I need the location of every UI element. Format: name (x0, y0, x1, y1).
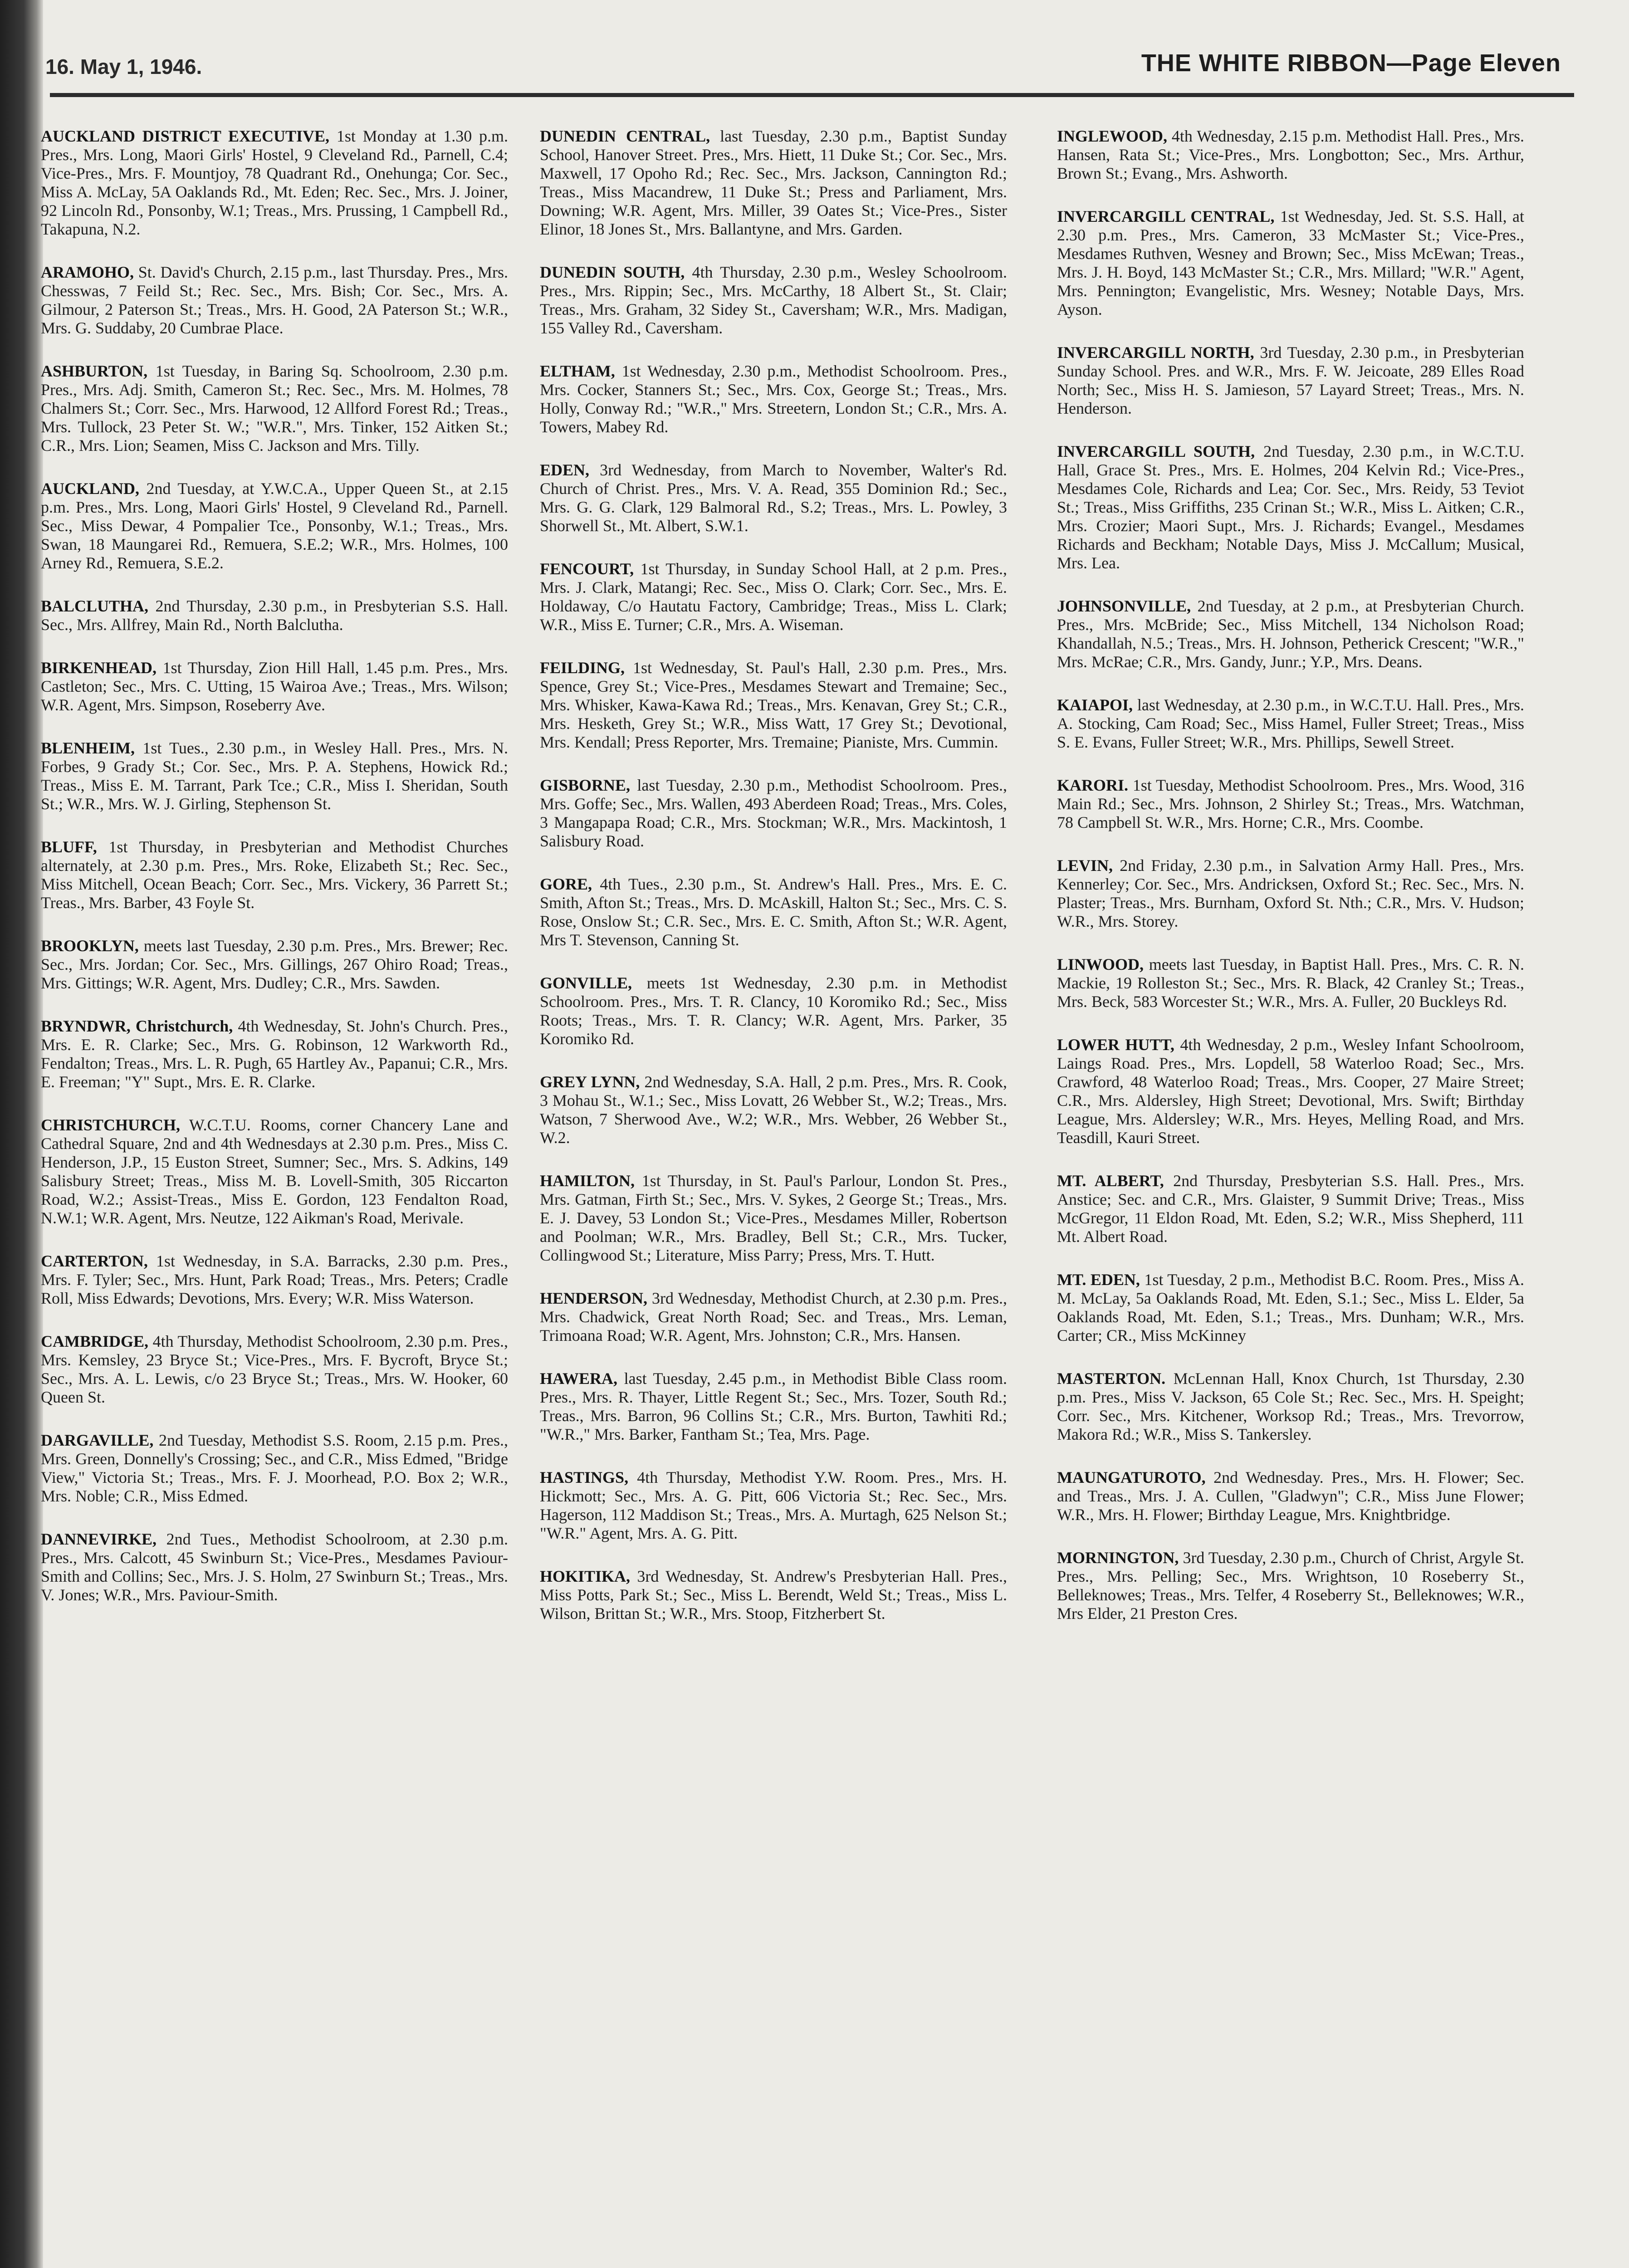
branch-entry (41, 1332, 508, 1407)
branch-name: HENDERSON, (540, 1289, 648, 1307)
branch-name: HAWERA, (540, 1369, 618, 1388)
branch-name: DARGAVILLE, (41, 1431, 154, 1449)
branch-name: MAUNGATUROTO, (1057, 1468, 1206, 1486)
branch-name: INVERCARGILL CENTRAL, (1057, 207, 1275, 225)
branch-name: MORNINGTON, (1057, 1549, 1179, 1567)
branch-details: 1st Wednesday, St. Paul's Hall, 2.30 p.m. Pres., Mrs. Spence, Grey St.; Vice-Pres., Mesdames Stewart and Tremaine; Sec., Mrs. Whisker, Kawa-Kawa Rd.; Treas., Mrs. Kenavan, Grey St.; C.R., Mrs. Hesketh, Grey St.; W.R., Miss Watt, 17 Grey St.; Devotional, Mrs. Kendall; Press Reporter, Mrs. Tremaine; Pianiste, Mrs. Cummin. (540, 659, 1007, 751)
branch-details: 1st Wednesday, Jed. St. S.S. Hall, at 2.30 p.m. Pres., Mrs. Cameron, 33 McMaster St.; Vice-Pres., Mesdames Ruthven, Wesney and Brown; Sec., Miss McEwan; Treas., Mrs. J. H. Boyd, 143 McMaster St.; C.R., Mrs. Millard; "W.R." Agent, Mrs. Pennington; Evangelistic, Mrs. Wesney; Notable Days, Mrs. Ayson. (1057, 207, 1524, 318)
branch-entry (1057, 776, 1524, 832)
branch-entry (41, 479, 508, 572)
branch-entry (1057, 1172, 1524, 1246)
branch-entry (41, 1530, 508, 1604)
branch-name: INVERCARGILL NORTH, (1057, 343, 1254, 362)
branch-name: FENCOURT, (540, 560, 634, 578)
branch-entry (41, 659, 508, 714)
column-2 (540, 127, 1007, 2268)
branch-details: 1st Tuesday, in Baring Sq. Schoolroom, 2.30 p.m. Pres., Mrs. Adj. Smith, Cameron St.; Rec. Sec., Mrs. M. Holmes, 78 Chalmers St.; Corr. Sec., Mrs. Harwood, 12 Allford Forest Rd.; Treas., Mrs. Tullock, 23 Peter St. W.; "W.R.", Mrs. Tinker, 152 Aitken St.; C.R., Mrs. Lion; Seamen, Miss C. Jackson and Mrs. Tilly. (41, 362, 508, 455)
branch-name: CAMBRIDGE, (41, 1332, 149, 1350)
branch-name: AUCKLAND, (41, 479, 140, 498)
header-date: 16. May 1, 1946. (45, 55, 202, 78)
branch-details: last Wednesday, at 2.30 p.m., in W.C.T.U. Hall. Pres., Mrs. A. Stocking, Cam Road; Sec., Miss Hamel, Fuller Street; Treas., Miss S. E. Evans, Fuller Street; W.R., Mrs. Phillips, Sewell Street. (1057, 696, 1524, 751)
branch-name: EDEN, (540, 461, 590, 479)
branch-name: LOWER HUTT, (1057, 1036, 1174, 1054)
page-binding-shadow (0, 0, 43, 2268)
branch-entry (1057, 955, 1524, 1011)
branch-entry (540, 776, 1007, 850)
branch-entry (540, 560, 1007, 634)
branch-details: 1st Thursday, in St. Paul's Parlour, London St. Pres., Mrs. Gatman, Firth St.; Sec., Mrs. V. Sykes, 2 George St.; Treas., Mrs. E. J. Davey, 53 London St.; Vice-Pres., Mesdames Miller, Robertson and Poolman; W.R., Mrs. Bradley, Bell St.; C.R., Mrs. Tucker, Collingwood St.; Literature, Miss Parry; Press, Mrs. T. Hutt. (540, 1172, 1007, 1264)
branch-name: AUCKLAND DISTRICT EXECUTIVE, (41, 127, 330, 145)
branch-entry (1057, 1468, 1524, 1524)
branch-name: LEVIN, (1057, 856, 1113, 875)
branch-entry (1057, 1369, 1524, 1444)
branch-entry (41, 739, 508, 813)
branch-name: GISBORNE, (540, 776, 631, 794)
branch-details: 4th Thursday, Methodist Schoolroom, 2.30 p.m. Pres., Mrs. Kemsley, 23 Bryce St.; Vice-Pres., Mrs. F. Bycroft, Bryce St.; Sec., Mrs. A. L. Lewis, c/o 23 Bryce St.; Treas., Mrs. W. Hooker, 60 Queen St. (41, 1332, 508, 1406)
branch-details: 4th Thursday, 2.30 p.m., Wesley Schoolroom. Pres., Mrs. Rippin; Sec., Mrs. McCarthy, 18 Albert St., St. Clair; Treas., Mrs. Graham, 32 Sidey St., Caversham; W.R., Mrs. Madigan, 155 Valley Rd., Caversham. (540, 263, 1007, 337)
branch-entry (41, 362, 508, 455)
branch-details: 2nd Friday, 2.30 p.m., in Salvation Army Hall. Pres., Mrs. Kennerley; Cor. Sec., Mrs. Andricksen, Oxford St.; Rec. Sec., Mrs. N. Plaster; Treas., Mrs. Burnham, Oxford St. Nth.; C.R., Mrs. V. Hudson; W.R., Mrs. Storey. (1057, 856, 1524, 930)
branch-name: MT. ALBERT, (1057, 1172, 1164, 1190)
page-header (43, 41, 1629, 86)
branch-entry (540, 127, 1007, 239)
branch-name: DUNEDIN SOUTH, (540, 263, 685, 281)
branch-entry (1057, 1549, 1524, 1623)
branch-name: LINWOOD, (1057, 955, 1144, 973)
branch-details: last Tuesday, 2.45 p.m., in Methodist Bible Class room. Pres., Mrs. R. Thayer, Little Regent St.; Sec., Mrs. Tozer, South Rd.; Treas., Mrs. Barron, 96 Collins St.; C.R., Mrs. Burton, Tawhiti Rd.; "W.R.," Mrs. Barker, Fantham St.; Tea, Mrs. Page. (540, 1369, 1007, 1443)
branch-details: 3rd Wednesday, Methodist Church, at 2.30 p.m. Pres., Mrs. Chadwick, Great North Road; Sec. and Treas., Mrs. Leman, Trimoana Road; W.R. Agent, Mrs. Johnston; C.R., Mrs. Hansen. (540, 1289, 1007, 1344)
branch-name: BLENHEIM, (41, 739, 135, 757)
branch-entry (41, 263, 508, 337)
branch-entry (1057, 343, 1524, 418)
branch-name: BRYNDWR, Christchurch, (41, 1017, 233, 1035)
branch-entry (540, 1289, 1007, 1345)
header-publication-title: THE WHITE RIBBON—Page Eleven (1141, 49, 1561, 77)
branch-name: GREY LYNN, (540, 1073, 640, 1091)
branch-entry (540, 659, 1007, 752)
branch-entry (41, 1252, 508, 1308)
branch-entry (540, 1468, 1007, 1543)
branch-name: GORE, (540, 875, 592, 893)
branch-details: 4th Thursday, Methodist Y.W. Room. Pres., Mrs. H. Hickmott; Sec., Mrs. A. G. Pitt, 606 Victoria St.; Rec. Sec., Mrs. Hagerson, 112 Maddison St.; Treas., Mrs. A. Murtagh, 625 Nelson St.; "W.R." Agent, Mrs. A. G. Pitt. (540, 1468, 1007, 1542)
branch-entry (1057, 442, 1524, 572)
branch-details: 2nd Tuesday, 2.30 p.m., in W.C.T.U. Hall, Grace St. Pres., Mrs. E. Holmes, 204 Kelvin Rd.; Vice-Pres., Mesdames Cole, Richards and Lea; Cor. Sec., Mrs. Reidy, 53 Teviot St.; Treas., Miss Griffiths, 235 Crinan St.; W.R., Miss L. Aitken; C.R., Mrs. Crozier; Maori Supt., Mrs. J. Richards; Evangel., Mesdames Richards and Beckham; Notable Days, Miss J. McCallum; Musical, Mrs. Lea. (1057, 442, 1524, 572)
branch-entry (41, 937, 508, 992)
branch-details: 1st Tuesday, Methodist Schoolroom. Pres., Mrs. Wood, 316 Main Rd.; Sec., Mrs. Johnson, 2 Shirley St.; Treas., Mrs. Watchman, 78 Campbell St. W.R., Mrs. Horne; C.R., Mrs. Coombe. (1057, 776, 1524, 831)
branch-details: 1st Thursday, Zion Hill Hall, 1.45 p.m. Pres., Mrs. Castleton; Sec., Mrs. C. Utting, 15 Wairoa Ave.; Treas., Mrs. Wilson; W.R. Agent, Mrs. Simpson, Roseberry Ave. (41, 659, 508, 714)
branch-entry (540, 1073, 1007, 1147)
branch-entry (41, 597, 508, 634)
branch-details: 1st Tues., 2.30 p.m., in Wesley Hall. Pres., Mrs. N. Forbes, 9 Grady St.; Cor. Sec., Mrs. P. A. Stephens, Howick Rd.; Treas., Miss E. M. Tarrant, Park Tce.; C.R., Miss I. Sheridan, South St.; W.R., Mrs. W. J. Girling, Stephenson St. (41, 739, 508, 813)
branch-details: 1st Tuesday, 2 p.m., Methodist B.C. Room. Pres., Miss A. M. McLay, 5a Oaklands Road, Mt. Eden, S.1.; Sec., Miss L. Elder, 5a Oaklands Road, Mt. Eden, S.1.; Treas., Mrs. Dunham; W.R., Mrs. Carter; CR., Miss McKinney (1057, 1271, 1524, 1344)
branch-details: 4th Wednesday, St. John's Church. Pres., Mrs. E. R. Clarke; Sec., Mrs. G. Robinson, 12 Warkworth Rd., Fendalton; Treas., Mrs. L. R. Pugh, 65 Hartley Av., Papanui; C.R., Mrs. E. Freeman; "Y" Supt., Mrs. E. R. Clarke. (41, 1017, 508, 1091)
branch-entry (540, 1567, 1007, 1623)
branch-entry (41, 1017, 508, 1091)
branch-details: 1st Wednesday, 2.30 p.m., Methodist Schoolroom. Pres., Mrs. Cocker, Stanners St.; Sec., Mrs. Cox, George St.; Treas., Mrs. Holly, Conway Rd.; "W.R.," Mrs. Streetern, London St.; C.R., Mrs. A. Towers, Mabey Rd. (540, 362, 1007, 436)
branch-details: last Tuesday, 2.30 p.m., Methodist Schoolroom. Pres., Mrs. Goffe; Sec., Mrs. Wallen, 493 Aberdeen Road; Treas., Mrs. Coles, 3 Mangapapa Road; C.R., Mrs. Stockman; W.R., Mrs. Mackintosh, 1 Salisbury Road. (540, 776, 1007, 850)
branch-name: CARTERTON, (41, 1252, 148, 1270)
branch-name: FEILDING, (540, 659, 625, 677)
branch-details: 2nd Tues., Methodist Schoolroom, at 2.30 p.m. Pres., Mrs. Calcott, 45 Swinburn St.; Vice-Pres., Mesdames Paviour-Smith and Collins; Sec., Mrs. J. S. Holm, 27 Swinburn St.; Treas., Mrs. V. Jones; W.R., Mrs. Paviour-Smith. (41, 1530, 508, 1604)
branch-name: KAIAPOI, (1057, 696, 1133, 714)
branch-entry (540, 974, 1007, 1048)
branch-details: 2nd Wednesday, S.A. Hall, 2 p.m. Pres., Mrs. R. Cook, 3 Mohau St., W.1.; Sec., Miss Lovatt, 26 Webber St., W.2; Treas., Mrs. Watson, 7 Sherwood Ave., W.2; W.R., Mrs. Webber, 26 Webber St., W.2. (540, 1073, 1007, 1147)
branch-entry (540, 1369, 1007, 1444)
branch-entry (1057, 597, 1524, 671)
branch-details: last Tuesday, 2.30 p.m., Baptist Sunday School, Hanover Street. Pres., Mrs. Hiett, 11 Duke St.; Cor. Sec., Mrs. Maxwell, 17 Opoho Rd.; Rec. Sec., Mrs. Jackson, Cannington Rd.; Treas., Miss Macandrew, 11 Duke St.; Press and Parliament, Mrs. Downing; W.R. Agent, Mrs. Miller, 39 Oates St.; Vice-Pres., Sister Elinor, 18 Jones St., Mrs. Ballantyne, and Mrs. Garden. (540, 127, 1007, 238)
branch-details: meets last Tuesday, 2.30 p.m. Pres., Mrs. Brewer; Rec. Sec., Mrs. Jordan; Cor. Sec., Mrs. Gillings, 267 Ohiro Road; Treas., Mrs. Gittings; W.R. Agent, Mrs. Dudley; C.R., Mrs. Sawden. (41, 937, 508, 992)
branch-details: 4th Tues., 2.30 p.m., St. Andrew's Hall. Pres., Mrs. E. C. Smith, Afton St.; Treas., Mrs. D. McAskill, Halton St.; Sec., Mrs. C. S. Rose, Onslow St.; C.R. Sec., Mrs. E. C. Smith, Afton St.; W.R. Agent, Mrs T. Stevenson, Canning St. (540, 875, 1007, 949)
branch-details: 3rd Tuesday, 2.30 p.m., Church of Christ, Argyle St. Pres., Mrs. Pelling; Sec., Mrs. Wrightson, 10 Roseberry St., Belleknowes; Treas., Mrs. Telfer, 4 Roseberry St., Belleknowes; W.R., Mrs Elder, 21 Preston Cres. (1057, 1549, 1524, 1623)
branch-name: ELTHAM, (540, 362, 615, 380)
branch-details: 2nd Thursday, Presbyterian S.S. Hall. Pres., Mrs. Anstice; Sec. and C.R., Mrs. Glaister, 9 Summit Drive; Treas., Miss McGregor, 11 Eldon Road, Mt. Eden, S.2; W.R., Miss Shepherd, 111 Mt. Albert Road. (1057, 1172, 1524, 1246)
branch-entry (540, 461, 1007, 535)
branch-details: 2nd Thursday, 2.30 p.m., in Presbyterian S.S. Hall. Sec., Mrs. Allfrey, Main Rd., North Balclutha. (41, 597, 508, 634)
branch-entry (1057, 207, 1524, 319)
header-rule (50, 93, 1574, 97)
branch-entry (1057, 696, 1524, 752)
branch-details: meets last Tuesday, in Baptist Hall. Pres., Mrs. C. R. N. Mackie, 19 Rolleston St.; Sec., Mrs. R. Black, 42 Cranley St.; Treas., Mrs. Beck, 583 Worcester St.; W.R., Mrs. A. Fuller, 20 Buckleys Rd. (1057, 955, 1524, 1011)
column-1 (41, 127, 508, 2268)
branch-name: HOKITIKA, (540, 1567, 631, 1585)
branch-details: McLennan Hall, Knox Church, 1st Thursday, 2.30 p.m. Pres., Miss V. Jackson, 65 Cole St.; Rec. Sec., Mrs. H. Speight; Corr. Sec., Mrs. Kitchener, Worksop Rd.; Treas., Mrs. Trevorrow, Makora Rd.; W.R., Miss S. Tankersley. (1057, 1369, 1524, 1443)
branch-entry (1057, 127, 1524, 183)
branch-name: INVERCARGILL SOUTH, (1057, 442, 1255, 460)
branch-name: DANNEVIRKE, (41, 1530, 157, 1548)
branch-name: JOHNSONVILLE, (1057, 597, 1191, 615)
branch-details: meets 1st Wednesday, 2.30 p.m. in Methodist Schoolroom. Pres., Mrs. T. R. Clancy, 10 Koromiko Rd.; Sec., Miss Roots; Treas., Mrs. T. R. Clancy; W.R. Agent, Mrs. Parker, 35 Koromiko Rd. (540, 974, 1007, 1048)
branch-entry (540, 875, 1007, 949)
branch-details: 3rd Tuesday, 2.30 p.m., in Presbyterian Sunday School. Pres. and W.R., Mrs. F. W. Jeicoate, 289 Elles Road North; Sec., Miss H. S. Jamieson, 57 Layard Street; Treas., Mrs. N. Henderson. (1057, 343, 1524, 417)
branch-name: BLUFF, (41, 838, 97, 856)
branch-name: MASTERTON. (1057, 1369, 1166, 1388)
branch-name: GONVILLE, (540, 974, 632, 992)
branch-entry (41, 127, 508, 239)
branch-entry (1057, 1271, 1524, 1345)
branch-name: DUNEDIN CENTRAL, (540, 127, 710, 145)
branch-name: HASTINGS, (540, 1468, 629, 1486)
branch-details: 2nd Tuesday, at Y.W.C.A., Upper Queen St., at 2.15 p.m. Pres., Mrs. Long, Maori Girls' Hostel, 9 Cleveland Rd., Parnell. Sec., Miss Dewar, 4 Pompalier Tce., Ponsonby, W.1.; Treas., Mrs. Swan, 18 Maungarei Rd., Remuera, S.E.2; W.R., Mrs. Holmes, 100 Arney Rd., Remuera, S.E.2. (41, 479, 508, 572)
branch-entry (41, 1431, 508, 1505)
branch-name: INGLEWOOD, (1057, 127, 1168, 145)
branch-name: BROOKLYN, (41, 937, 139, 955)
branch-details: 1st Wednesday, in S.A. Barracks, 2.30 p.m. Pres., Mrs. F. Tyler; Sec., Mrs. Hunt, Park Road; Treas., Mrs. Peters; Cradle Roll, Miss Edwards; Devotions, Mrs. Every; W.R. Miss Waterson. (41, 1252, 508, 1307)
branch-details: 4th Wednesday, 2.15 p.m. Methodist Hall. Pres., Mrs. Hansen, Rata St.; Vice-Pres., Mrs. Longbotton; Sec., Mrs. Arthur, Brown St.; Evang., Mrs. Ashworth. (1057, 127, 1524, 182)
branch-name: ARAMOHO, (41, 263, 134, 281)
branch-name: HAMILTON, (540, 1172, 635, 1190)
branch-entry (540, 362, 1007, 436)
branch-details: 1st Thursday, in Presbyterian and Methodist Churches alternately, at 2.30 p.m. Pres., Mrs. Roke, Elizabeth St.; Rec. Sec., Miss Mitchell, Ocean Beach; Corr. Sec., Mrs. Vickery, 36 Parrett St.; Treas., Mrs. Barber, 43 Foyle St. (41, 838, 508, 912)
branch-entry (540, 263, 1007, 337)
branch-entry (1057, 1036, 1524, 1147)
branch-details: 3rd Wednesday, St. Andrew's Presbyterian Hall. Pres., Miss Potts, Park St.; Sec., Miss L. Berendt, Weld St.; Treas., Miss L. Wilson, Brittan St.; W.R., Mrs. Stoop, Fitzherbert St. (540, 1567, 1007, 1623)
branch-entry (41, 1116, 508, 1227)
branch-name: BIRKENHEAD, (41, 659, 157, 677)
branch-details: 1st Thursday, in Sunday School Hall, at 2 p.m. Pres., Mrs. J. Clark, Matangi; Rec. Sec., Miss O. Clark; Corr. Sec., Mrs. E. Holdaway, C/o Hautatu Factory, Cambridge; Treas., Miss L. Clark; W.R., Miss E. Turner; C.R., Mrs. A. Wiseman. (540, 560, 1007, 634)
branch-details: 1st Monday at 1.30 p.m. Pres., Mrs. Long, Maori Girls' Hostel, 9 Cleveland Rd., Parnell, C.4; Vice-Pres., Mrs. F. Mountjoy, 78 Quadrant Rd., Onehunga; Cor. Sec., Miss A. McLay, 5A Oaklands Rd., Mt. Eden; Rec. Sec., Mrs. J. Joiner, 92 Lincoln Rd., Ponsonby, W.1; Treas., Mrs. Prussing, 1 Campbell Rd., Takapuna, N.2. (41, 127, 508, 238)
branch-name: KARORI. (1057, 776, 1129, 794)
branch-entry (41, 838, 508, 912)
branch-details: St. David's Church, 2.15 p.m., last Thursday. Pres., Mrs. Chesswas, 7 Feild St.; Rec. Sec., Mrs. Bish; Cor. Sec., Mrs. A. Gilmour, 2 Paterson St.; Treas., Mrs. H. Good, 2A Paterson St.; W.R., Mrs. G. Suddaby, 20 Cumbrae Place. (41, 263, 508, 337)
column-3 (1057, 127, 1524, 2268)
branch-details: 2nd Tuesday, at 2 p.m., at Presbyterian Church. Pres., Mrs. McBride; Sec., Miss Mitchell, 134 Nicholson Road; Khandallah, N.5.; Treas., Mrs. H. Johnson, Petherick Crescent; "W.R.," Mrs. McRae; C.R., Mrs. Gandy, Junr.; Y.P., Mrs. Deans. (1057, 597, 1524, 671)
branch-name: BALCLUTHA, (41, 597, 149, 615)
branch-details: W.C.T.U. Rooms, corner Chancery Lane and Cathedral Square, 2nd and 4th Wednesdays at 2.30 p.m. Pres., Miss C. Henderson, J.P., 15 Euston Street, Sumner; Sec., Mrs. S. Adkins, 149 Salisbury Street; Treas., Miss M. B. Lovell-Smith, 305 Riccarton Road, W.2.; Assist-Treas., Miss E. Gordon, 123 Fendalton Road, N.W.1; W.R. Agent, Mrs. Neutze, 122 Aikman's Road, Merivale. (41, 1116, 508, 1227)
branch-details: 2nd Tuesday, Methodist S.S. Room, 2.15 p.m. Pres., Mrs. Green, Donnelly's Crossing; Sec., and C.R., Miss Edmed, "Bridge View," Victoria St.; Treas., Mrs. F. J. Moorhead, P.O. Box 2; W.R., Mrs. Noble; C.R., Miss Edmed. (41, 1431, 508, 1505)
branch-name: MT. EDEN, (1057, 1271, 1140, 1289)
branch-name: ASHBURTON, (41, 362, 148, 380)
branch-details: 4th Wednesday, 2 p.m., Wesley Infant Schoolroom, Laings Road. Pres., Mrs. Lopdell, 58 Waterloo Road; Sec., Mrs. Crawford, 48 Waterloo Road; Treas., Mrs. Cooper, 27 Maire Street; C.R., Mrs. Aldersley, High Street; Devotional, Mrs. Swift; Birthday League, Mrs. Aldersley; W.R., Mrs. Heyes, Melling Road, and Mrs. Teasdill, Kauri Street. (1057, 1036, 1524, 1147)
branch-entry (540, 1172, 1007, 1265)
branch-details: 3rd Wednesday, from March to November, Walter's Rd. Church of Christ. Pres., Mrs. V. A. Read, 355 Dominion Rd.; Sec., Mrs. G. G. Clark, 129 Balmoral Rd., S.2; Treas., Mrs. L. Powley, 3 Shorwell St., Mt. Albert, S.W.1. (540, 461, 1007, 535)
branch-details: 2nd Wednesday. Pres., Mrs. H. Flower; Sec. and Treas., Mrs. J. A. Cullen, "Gladwyn"; C.R., Miss June Flower; W.R., Mrs. H. Flower; Birthday League, Mrs. Knightbridge. (1057, 1468, 1524, 1524)
branch-name: CHRISTCHURCH, (41, 1116, 181, 1134)
branch-entry (1057, 856, 1524, 931)
